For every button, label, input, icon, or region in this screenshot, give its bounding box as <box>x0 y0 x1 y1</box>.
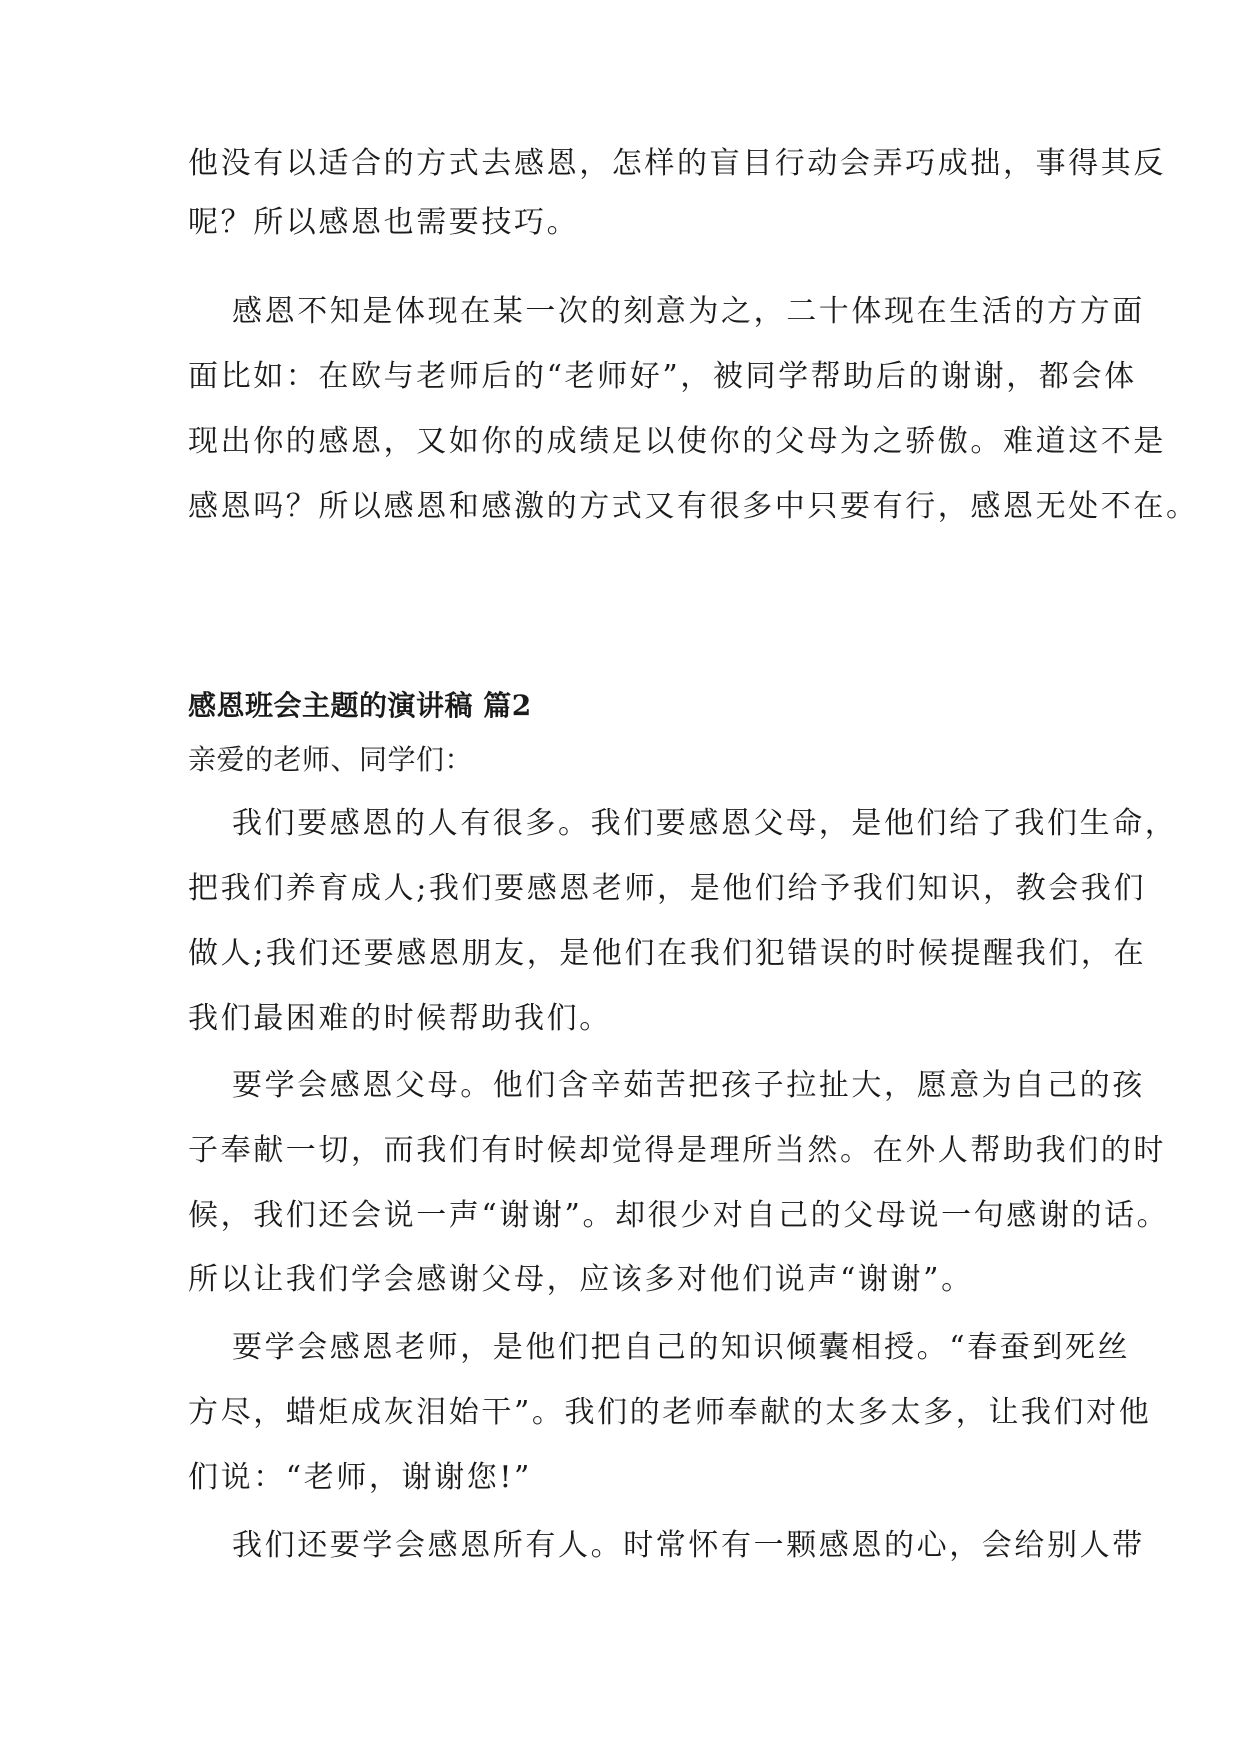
paragraph-line: 子奉献一切，而我们有时候却觉得是理所当然。在外人帮助我们的时 <box>188 1133 1166 1168</box>
paragraph-line: 感恩不知是体现在某一次的刻意为之，二十体现在生活的方方面 <box>232 294 1145 329</box>
paragraph-line: 面比如：在欧与老师后的“老师好”，被同学帮助后的谢谢，都会体 <box>188 359 1137 394</box>
paragraph-line: 我们要感恩的人有很多。我们要感恩父母，是他们给了我们生命， <box>232 806 1178 841</box>
paragraph-line: 我们还要学会感恩所有人。时常怀有一颗感恩的心，会给别人带 <box>232 1528 1145 1563</box>
paragraph-line: 做人;我们还要感恩朋友，是他们在我们犯错误的时候提醒我们，在 <box>188 936 1147 971</box>
paragraph-line: 要学会感恩父母。他们含辛茹苦把孩子拉扯大，愿意为自己的孩 <box>232 1068 1145 1103</box>
paragraph-line: 所以让我们学会感谢父母，应该多对他们说声“谢谢”。 <box>188 1262 974 1297</box>
paragraph-line: 们说：“老师，谢谢您!” <box>188 1460 532 1495</box>
paragraph-line: 现出你的感恩，又如你的成绩足以使你的父母为之骄傲。难道这不是 <box>188 424 1166 459</box>
paragraph-line: 要学会感恩老师，是他们把自己的知识倾囊相授。“春蚕到死丝 <box>232 1330 1131 1365</box>
paragraph-line: 方尽，蜡炬成灰泪始干”。我们的老师奉献的太多太多，让我们对他 <box>188 1395 1152 1430</box>
paragraph-line: 我们最困难的时候帮助我们。 <box>188 1001 612 1036</box>
paragraph-line: 感恩吗？所以感恩和感激的方式又有很多中只要有行，感恩无处不在。 <box>188 489 1199 524</box>
paragraph-line: 把我们养育成人;我们要感恩老师，是他们给予我们知识，教会我们 <box>188 871 1147 906</box>
paragraph-line: 他没有以适合的方式去感恩，怎样的盲目行动会弄巧成拙，事得其反 <box>188 146 1166 181</box>
paragraph-line: 呢？所以感恩也需要技巧。 <box>188 205 580 240</box>
paragraph-line: 候，我们还会说一声“谢谢”。却很少对自己的父母说一句感谢的话。 <box>188 1198 1170 1233</box>
section-title: 感恩班会主题的演讲稿 篇2 <box>188 689 532 722</box>
salutation: 亲爱的老师、同学们： <box>188 743 474 776</box>
